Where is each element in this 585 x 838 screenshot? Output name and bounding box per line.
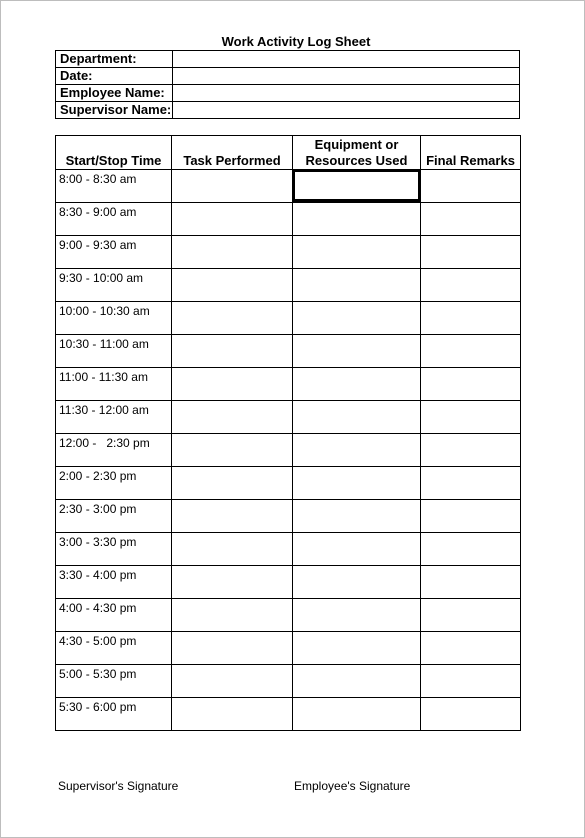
log-task-cell[interactable] — [172, 335, 293, 368]
log-time-cell: 9:00 - 9:30 am — [56, 236, 172, 269]
log-task-cell[interactable] — [172, 368, 293, 401]
log-equipment-cell[interactable] — [293, 302, 421, 335]
supervisor-name-label: Supervisor Name: — [56, 102, 173, 119]
log-remarks-cell[interactable] — [421, 302, 521, 335]
log-row — [56, 500, 521, 533]
info-row-supervisor-name — [56, 102, 520, 119]
header-equipment-resources — [293, 136, 421, 170]
employee-name-field[interactable] — [173, 85, 520, 102]
log-time-cell: 9:30 - 10:00 am — [56, 269, 172, 302]
log-remarks-cell[interactable] — [421, 269, 521, 302]
log-time-cell: 3:30 - 4:00 pm — [56, 566, 172, 599]
log-body — [56, 170, 521, 731]
department-field[interactable] — [173, 51, 520, 68]
fill-handle[interactable] — [417, 199, 421, 203]
log-row — [56, 467, 521, 500]
log-task-cell[interactable] — [172, 599, 293, 632]
log-equipment-cell[interactable] — [293, 632, 421, 665]
log-time-cell: 10:30 - 11:00 am — [56, 335, 172, 368]
log-equipment-cell[interactable] — [293, 467, 421, 500]
log-row — [56, 269, 521, 302]
log-row — [56, 203, 521, 236]
activity-log-table — [55, 135, 521, 731]
log-equipment-cell[interactable] — [293, 203, 421, 236]
log-task-cell[interactable] — [172, 269, 293, 302]
log-remarks-cell[interactable] — [421, 500, 521, 533]
log-remarks-cell[interactable] — [421, 170, 521, 203]
log-row — [56, 302, 521, 335]
log-task-cell[interactable] — [172, 434, 293, 467]
log-row — [56, 632, 521, 665]
employee-signature-label: Employee's Signature — [294, 779, 411, 793]
log-time-cell: 10:00 - 10:30 am — [56, 302, 172, 335]
supervisor-name-field[interactable] — [173, 102, 520, 119]
employee-info-table — [55, 50, 520, 119]
log-task-cell[interactable] — [172, 401, 293, 434]
log-equipment-cell[interactable] — [293, 269, 421, 302]
log-equipment-cell-selected[interactable] — [293, 170, 421, 203]
log-equipment-cell[interactable] — [293, 566, 421, 599]
log-remarks-cell[interactable] — [421, 599, 521, 632]
log-task-cell[interactable] — [172, 566, 293, 599]
log-row — [56, 434, 521, 467]
log-row — [56, 599, 521, 632]
log-task-cell[interactable] — [172, 500, 293, 533]
log-task-cell[interactable] — [172, 665, 293, 698]
log-time-cell: 2:00 - 2:30 pm — [56, 467, 172, 500]
log-task-cell[interactable] — [172, 698, 293, 731]
date-field[interactable] — [173, 68, 520, 85]
log-task-cell[interactable] — [172, 203, 293, 236]
log-equipment-cell[interactable] — [293, 533, 421, 566]
log-remarks-cell[interactable] — [421, 698, 521, 731]
log-equipment-cell[interactable] — [293, 401, 421, 434]
log-time-cell: 11:30 - 12:00 am — [56, 401, 172, 434]
log-remarks-cell[interactable] — [421, 236, 521, 269]
log-remarks-cell[interactable] — [421, 203, 521, 236]
document-title: Work Activity Log Sheet — [221, 34, 371, 49]
log-row — [56, 236, 521, 269]
log-remarks-cell[interactable] — [421, 533, 521, 566]
log-equipment-cell[interactable] — [293, 599, 421, 632]
log-time-cell: 4:00 - 4:30 pm — [56, 599, 172, 632]
date-label: Date: — [56, 68, 173, 85]
log-row — [56, 533, 521, 566]
log-row — [56, 566, 521, 599]
department-label: Department: — [56, 51, 173, 68]
log-equipment-cell[interactable] — [293, 335, 421, 368]
header-equipment-line1: Equipment or — [314, 137, 399, 152]
log-time-cell: 11:00 - 11:30 am — [56, 368, 172, 401]
header-task-performed: Task Performed — [172, 136, 293, 170]
log-remarks-cell[interactable] — [421, 401, 521, 434]
log-remarks-cell[interactable] — [421, 566, 521, 599]
log-equipment-cell[interactable] — [293, 368, 421, 401]
header-equipment-line2: Resources Used — [305, 153, 408, 168]
header-final-remarks: Final Remarks — [421, 136, 521, 170]
info-row-employee-name — [56, 85, 520, 102]
log-equipment-cell[interactable] — [293, 236, 421, 269]
log-remarks-cell[interactable] — [421, 467, 521, 500]
log-remarks-cell[interactable] — [421, 368, 521, 401]
log-task-cell[interactable] — [172, 170, 293, 203]
log-remarks-cell[interactable] — [421, 335, 521, 368]
log-remarks-cell[interactable] — [421, 632, 521, 665]
info-row-department — [56, 51, 520, 68]
log-equipment-cell[interactable] — [293, 698, 421, 731]
log-row — [56, 665, 521, 698]
log-time-cell: 8:00 - 8:30 am — [56, 170, 172, 203]
log-task-cell[interactable] — [172, 632, 293, 665]
supervisor-signature-label: Supervisor's Signature — [58, 779, 179, 793]
log-header-row — [56, 136, 521, 170]
log-time-cell: 5:00 - 5:30 pm — [56, 665, 172, 698]
log-row — [56, 170, 521, 203]
log-equipment-cell[interactable] — [293, 434, 421, 467]
log-task-cell[interactable] — [172, 467, 293, 500]
log-time-cell: 4:30 - 5:00 pm — [56, 632, 172, 665]
log-task-cell[interactable] — [172, 302, 293, 335]
log-time-cell: 2:30 - 3:00 pm — [56, 500, 172, 533]
log-time-cell: 12:00 - 2:30 pm — [56, 434, 172, 467]
log-task-cell[interactable] — [172, 533, 293, 566]
header-start-stop-time: Start/Stop Time — [56, 136, 172, 170]
employee-name-label: Employee Name: — [56, 85, 173, 102]
log-row — [56, 401, 521, 434]
log-remarks-cell[interactable] — [421, 665, 521, 698]
log-equipment-cell[interactable] — [293, 665, 421, 698]
log-remarks-cell[interactable] — [421, 434, 521, 467]
info-row-date — [56, 68, 520, 85]
log-time-cell: 5:30 - 6:00 pm — [56, 698, 172, 731]
log-time-cell: 3:00 - 3:30 pm — [56, 533, 172, 566]
log-time-cell: 8:30 - 9:00 am — [56, 203, 172, 236]
log-task-cell[interactable] — [172, 236, 293, 269]
log-equipment-cell[interactable] — [293, 500, 421, 533]
log-row — [56, 335, 521, 368]
log-row — [56, 368, 521, 401]
log-row — [56, 698, 521, 731]
